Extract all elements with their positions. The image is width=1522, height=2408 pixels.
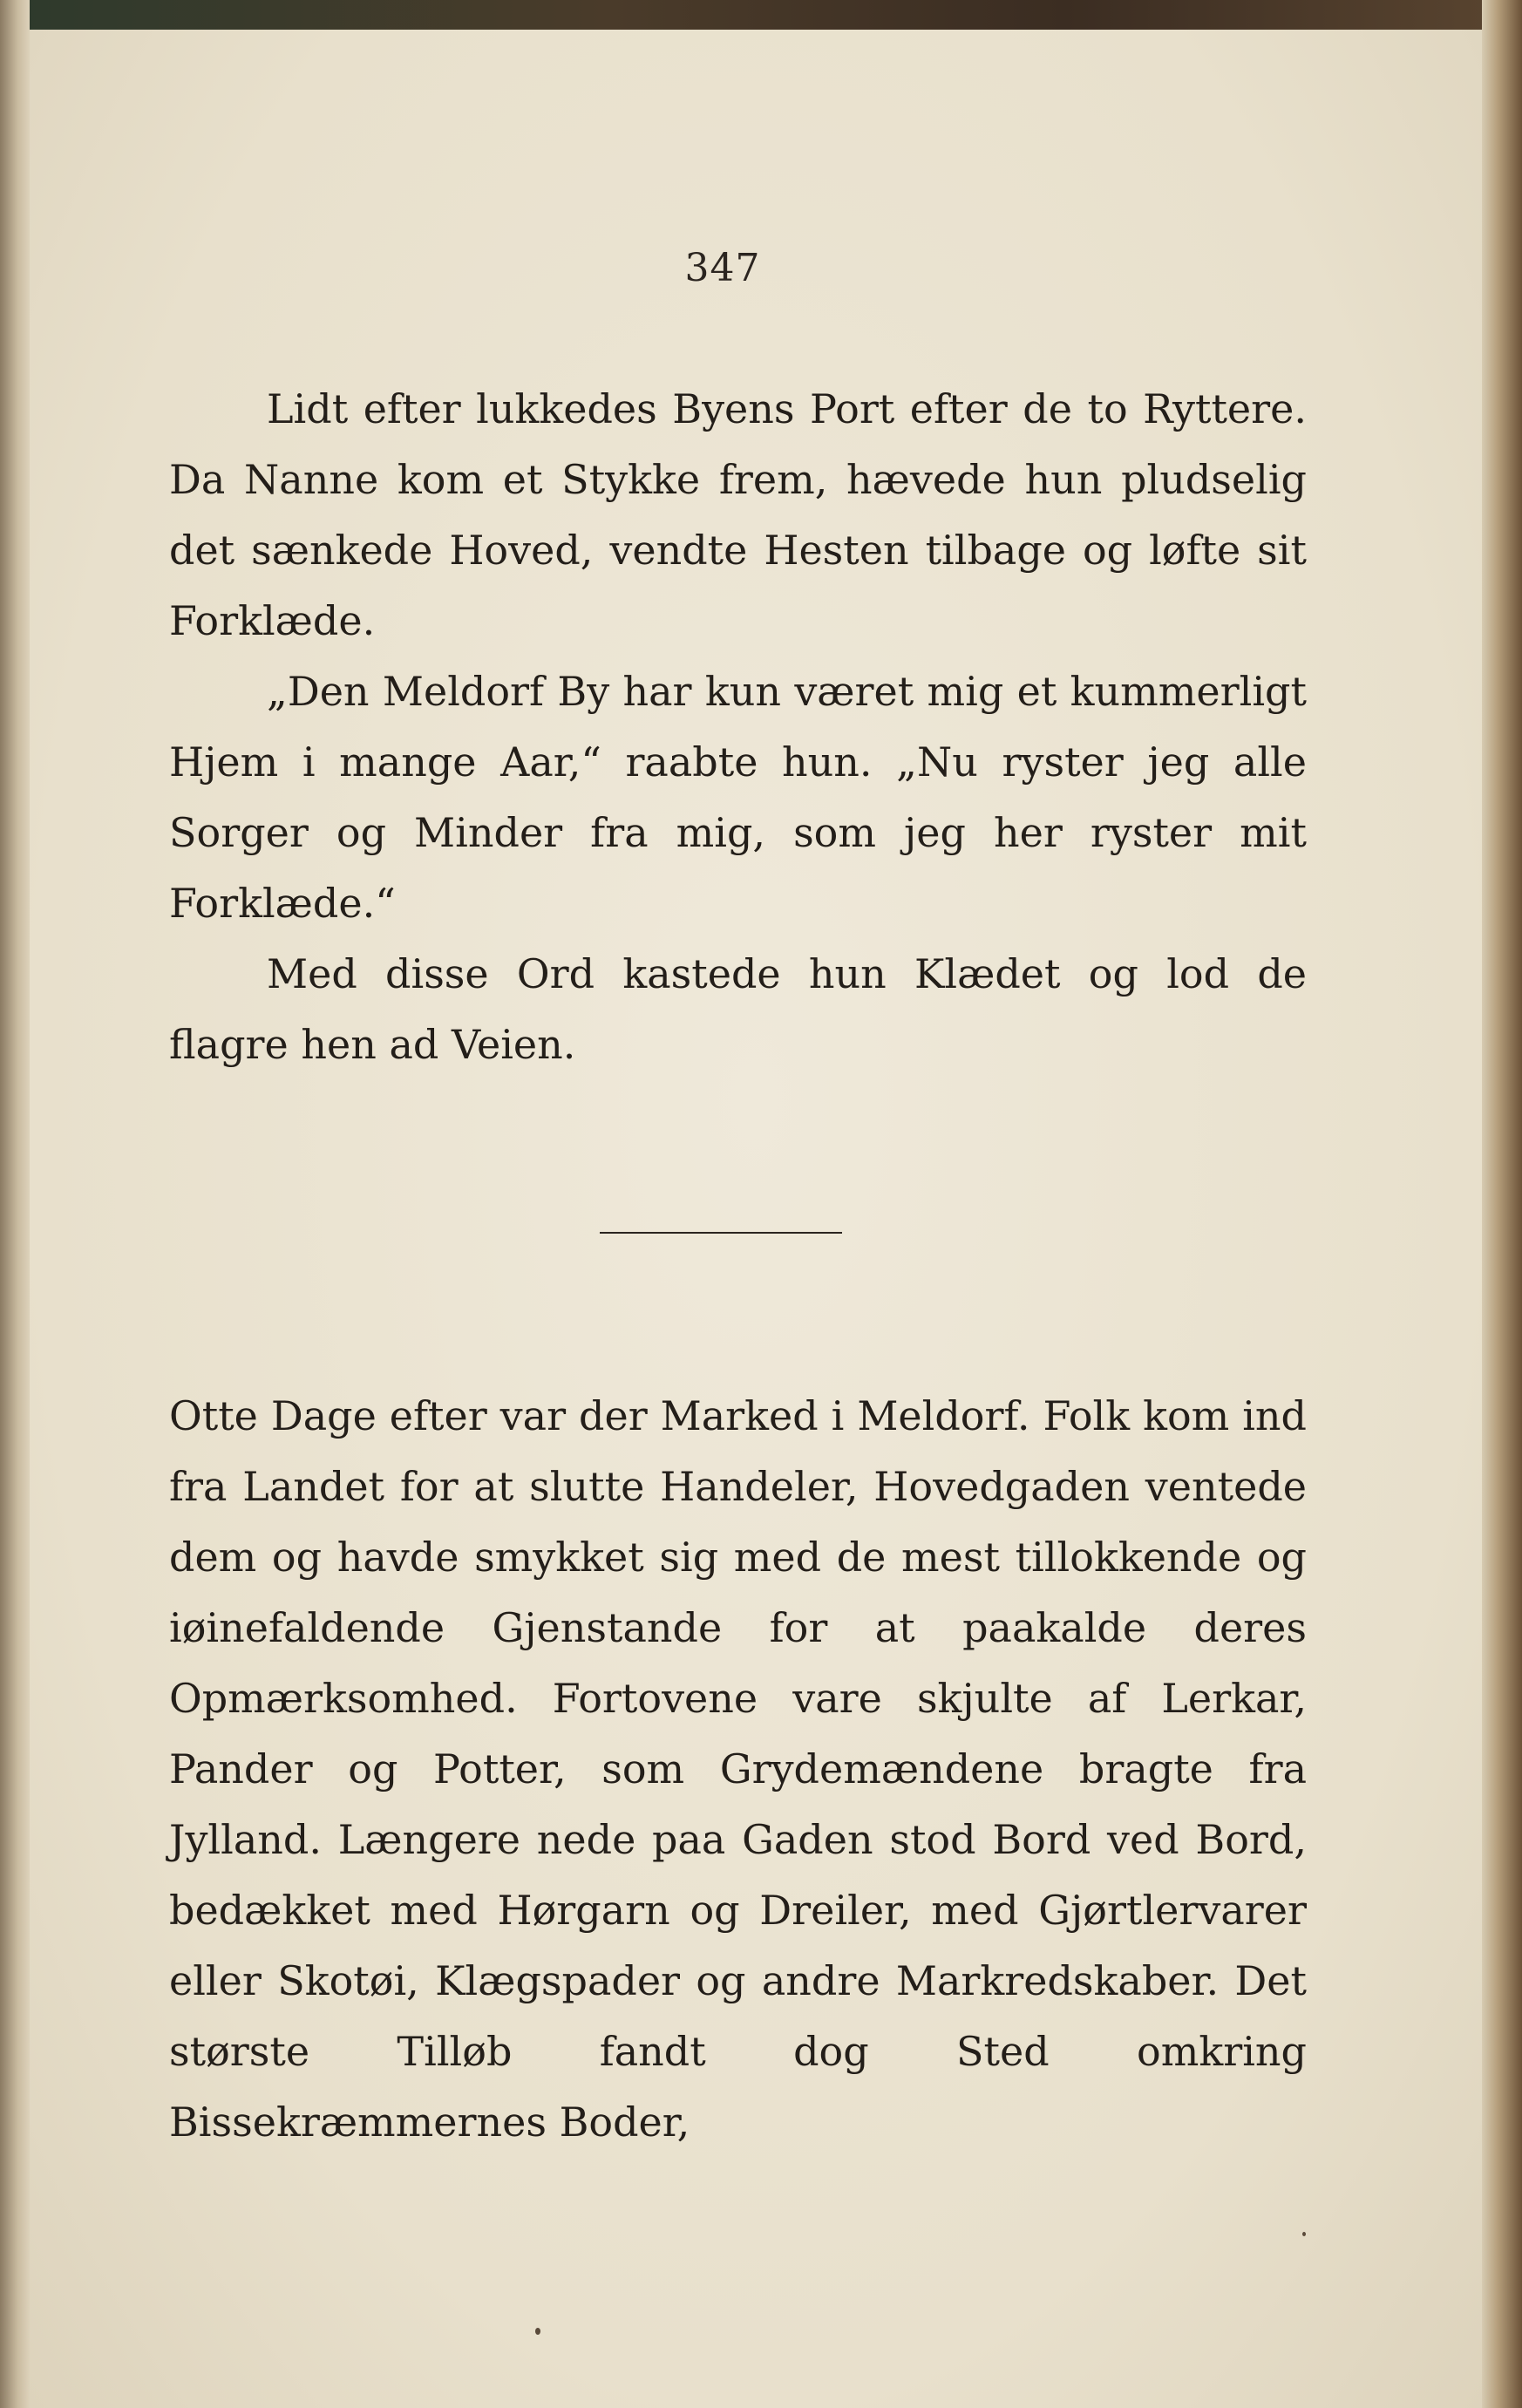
paragraph: Otte Dage efter var der Marked i Meldorf. Folk kom ind fra Landet for at slutte Handeler, Hovedgaden ventede dem og havde smykket sig med de mest tillokkende og iøinefaldende Gjenstande for at paakalde deres Opmærksomhed. Fortovene vare skjulte af Lerkar, Pander og Potter, som Grydemændene bragte fra Jylland. Længere nede paa Gaden stod Bord ved Bord, bedækket med Hørgarn og Dreiler, med Gjørtlervarer eller Skotøi, Klægspader og andre Markredskaber. Det største Tilløb fandt dog Sted omkring Bissekræmmernes Boder, [169,1392,1307,2146]
section-one [169,374,1307,1080]
paragraph: Lidt efter lukkedes Byens Port efter de to Ryttere. Da Nanne kom et Stykke frem, hævede hun pludselig det sænkede Hoved, vendte Hesten tilbage og løfte sit Forklæde. [169,385,1307,644]
book-fore-edge [1482,0,1522,2408]
print-speck [535,2328,540,2335]
print-speck [1302,2232,1306,2236]
section-divider [600,1232,842,1234]
book-page [30,30,1482,2408]
page-number: 347 [684,246,761,290]
book-gutter [0,0,30,2408]
paragraph: „Den Meldorf By har kun været mig et kummerligt Hjem i mange Aar,“ raabte hun. „Nu ryster jeg alle Sorger og Minder fra mig, som jeg her ryster mit Forklæde.“ [169,668,1307,927]
paragraph: Med disse Ord kastede hun Klædet og lod de flagre hen ad Veien. [169,950,1307,1068]
section-two [169,1381,1307,2158]
